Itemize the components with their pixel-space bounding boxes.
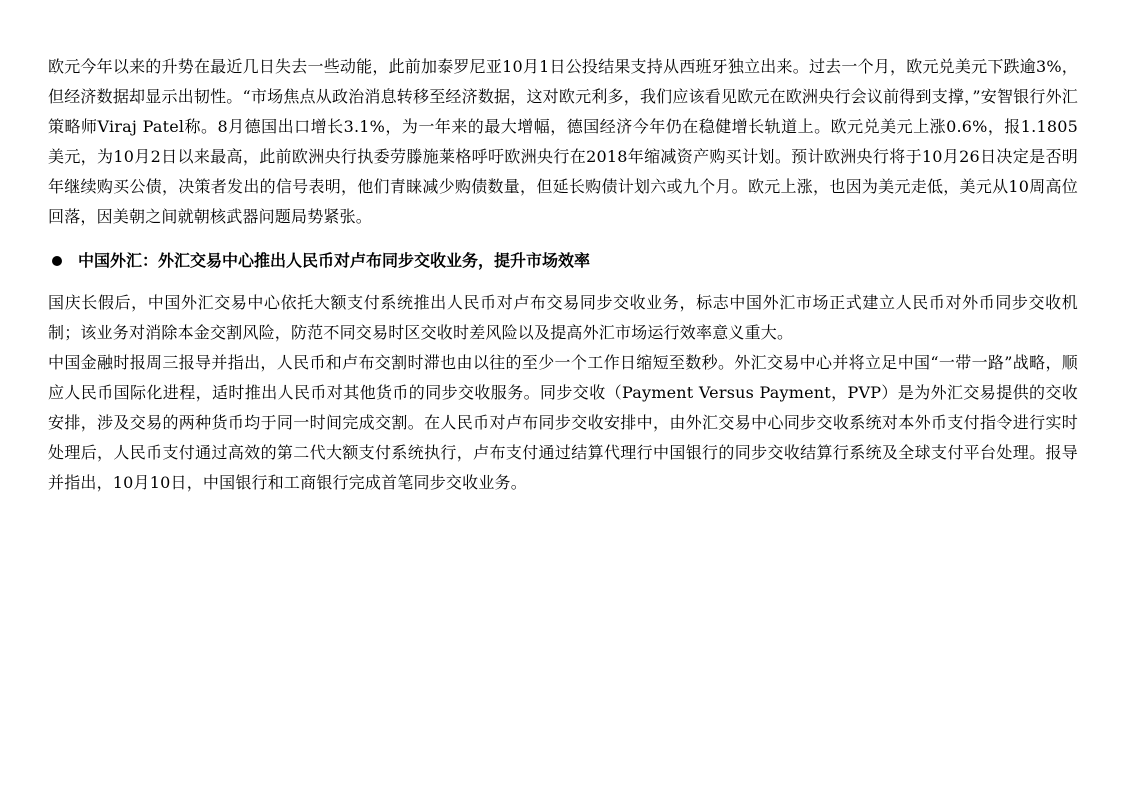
paragraph-euro: 欧元今年以来的升势在最近几日失去一些动能，此前加泰罗尼亚10月1日公投结果支持从西班牙独立出来。过去一个月，欧元兑美元下跌逾3%，但经济数据却显示出韧性。“市场焦点从政治消息转移至经济数据，这对欧元利多，我们应该看见欧元在欧洲央行会议前得到支撑，”安智银行外汇策略师Viraj Patel称。8月德国出口增长3.1%，为一年来的最大增幅，德国经济今年仍在稳健增长轨道上。欧元兑美元上涨0.6%，报1.1805美元，为10月2日以来最高，此前欧洲央行执委劳滕施莱格呼吁欧洲央行在2018年缩减资产购买计划。预计欧洲央行将于10月26日决定是否明年继续购买公债，决策者发出的信号表明，他们青睐减少购债数量，但延长购债计划六或九个月。欧元上涨，也因为美元走低，美元从10周高位回落，因美朝之间就朝核武器问题局势紧张。: [48, 57, 1078, 226]
bullet-icon: [52, 256, 62, 266]
paragraph-cfets-detail: 中国金融时报周三报导并指出，人民币和卢布交割时滞也由以往的至少一个工作日缩短至数秒。外汇交易中心并将立足中国“一带一路”战略，顺应人民币国际化进程，适时推出人民币对其他货币的同步交收服务。同步交收（Payment Versus Payment，PVP）是为外汇交易提供的交收安排，涉及交易的两种货币均于同一时间完成交割。在人民币对卢布同步交收安排中，由外汇交易中心同步交收系统对本外币支付指令进行实时处理后，人民币支付通过高效的第二代大额支付系统执行，卢布支付通过结算代理行中国银行的同步交收结算行系统及全球支付平台处理。报导并指出，10月10日，中国银行和工商银行完成首笔同步交收业务。: [48, 353, 1078, 492]
document-page: [48, 52, 1078, 498]
paragraph-cfets-intro: 国庆长假后，中国外汇交易中心依托大额支付系统推出人民币对卢布交易同步交收业务，标志中国外汇市场正式建立人民币对外币同步交收机制；该业务对消除本金交割风险，防范不同交易时区交收时差风险以及提高外汇市场运行效率意义重大。: [48, 293, 1078, 342]
section-heading-text: 中国外汇：外汇交易中心推出人民币对卢布同步交收业务，提升市场效率: [78, 251, 591, 270]
section-heading: [48, 246, 1078, 276]
